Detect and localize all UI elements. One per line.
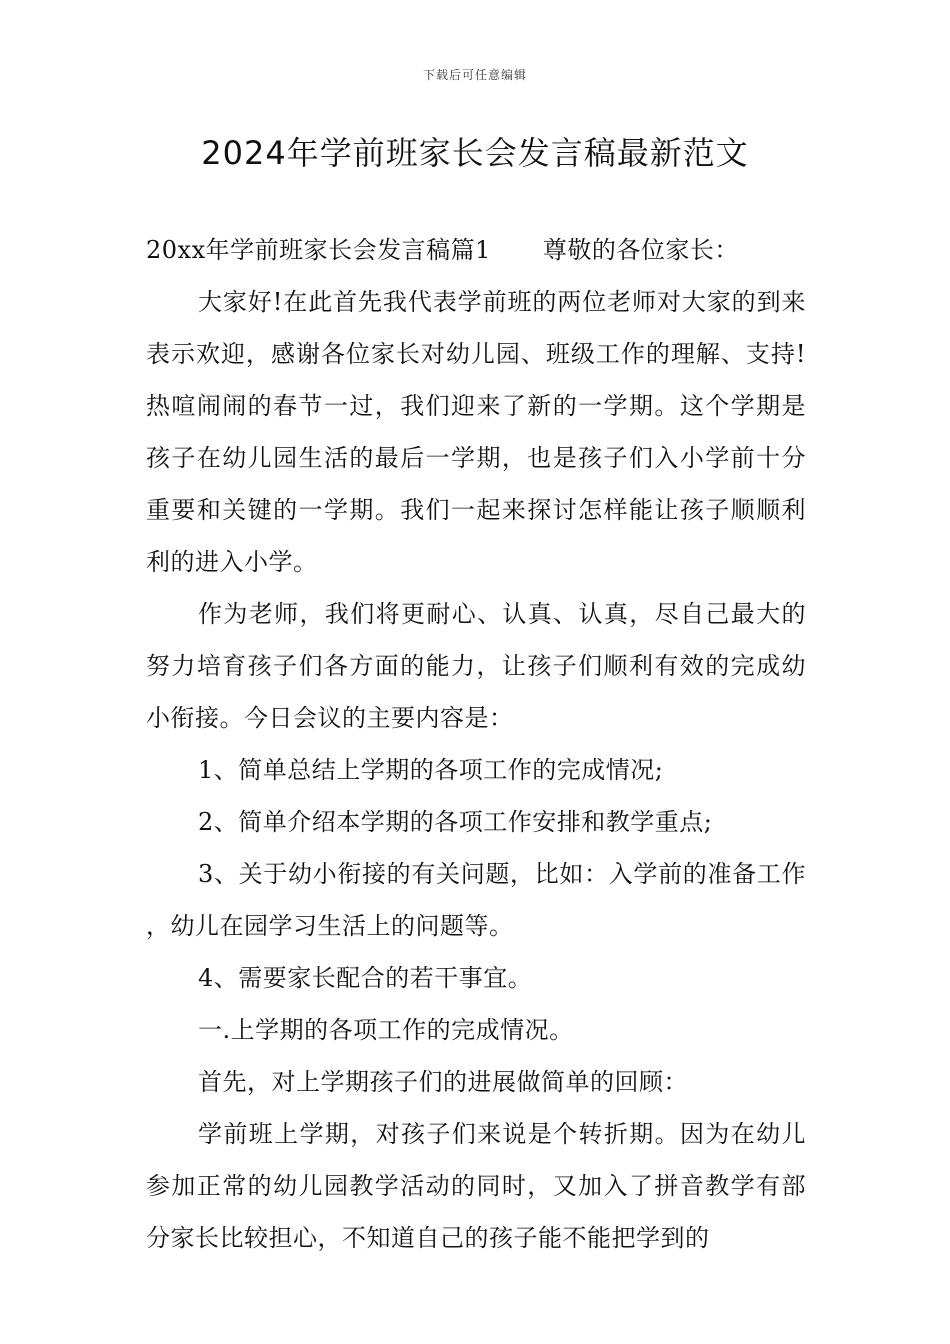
paragraph: 大家好!在此首先我代表学前班的两位老师对大家的到来表示欢迎，感谢各位家长对幼儿园、班级工作的理解、支持!热喧闹闹的春节一过，我们迎来了新的一学期。这个学期是孩子在幼儿园生活的最后一学期，也是孩子们入小学前十分重要和关键的一学期。我们一起来探讨怎样能让孩子顺顺利利的进入小学。 <box>146 288 806 576</box>
list-item: 4、需要家长配合的若干事宜。 <box>198 964 533 992</box>
paragraph: 学前班上学期，对孩子们来说是个转折期。因为在幼儿参加正常的幼儿园教学活动的同时，又加入了拼音教学有部分家长比较担心，不知道自己的孩子能不能把学到的 <box>146 1120 806 1252</box>
header-note: 下载后可任意编辑 <box>422 68 527 82</box>
paragraph: 作为老师，我们将更耐心、认真、认真，尽自己最大的努力培育孩子们各方面的能力，让孩子们顺利有效的完成幼小衔接。今日会议的主要内容是： <box>146 600 806 732</box>
list-item: 1、简单总结上学期的各项工作的完成情况; <box>198 756 664 784</box>
section-heading: 20xx年学前班家长会发言稿篇1 <box>146 236 491 264</box>
paragraph: 首先，对上学期孩子们的进展做简单的回顾： <box>198 1068 688 1096</box>
document-body <box>146 224 806 1264</box>
salutation: 尊敬的各位家长： <box>542 236 739 264</box>
document-title: 2024年学前班家长会发言稿最新范文 <box>201 134 749 172</box>
intro-line <box>146 224 806 276</box>
list-item: 3、关于幼小衔接的有关问题，比如：入学前的准备工作 ，幼儿在园学习生活上的问题等。 <box>146 860 806 940</box>
section-heading: 一.上学期的各项工作的完成情况。 <box>198 1016 574 1044</box>
list-item: 2、简单介绍本学期的各项工作安排和教学重点; <box>198 808 713 836</box>
